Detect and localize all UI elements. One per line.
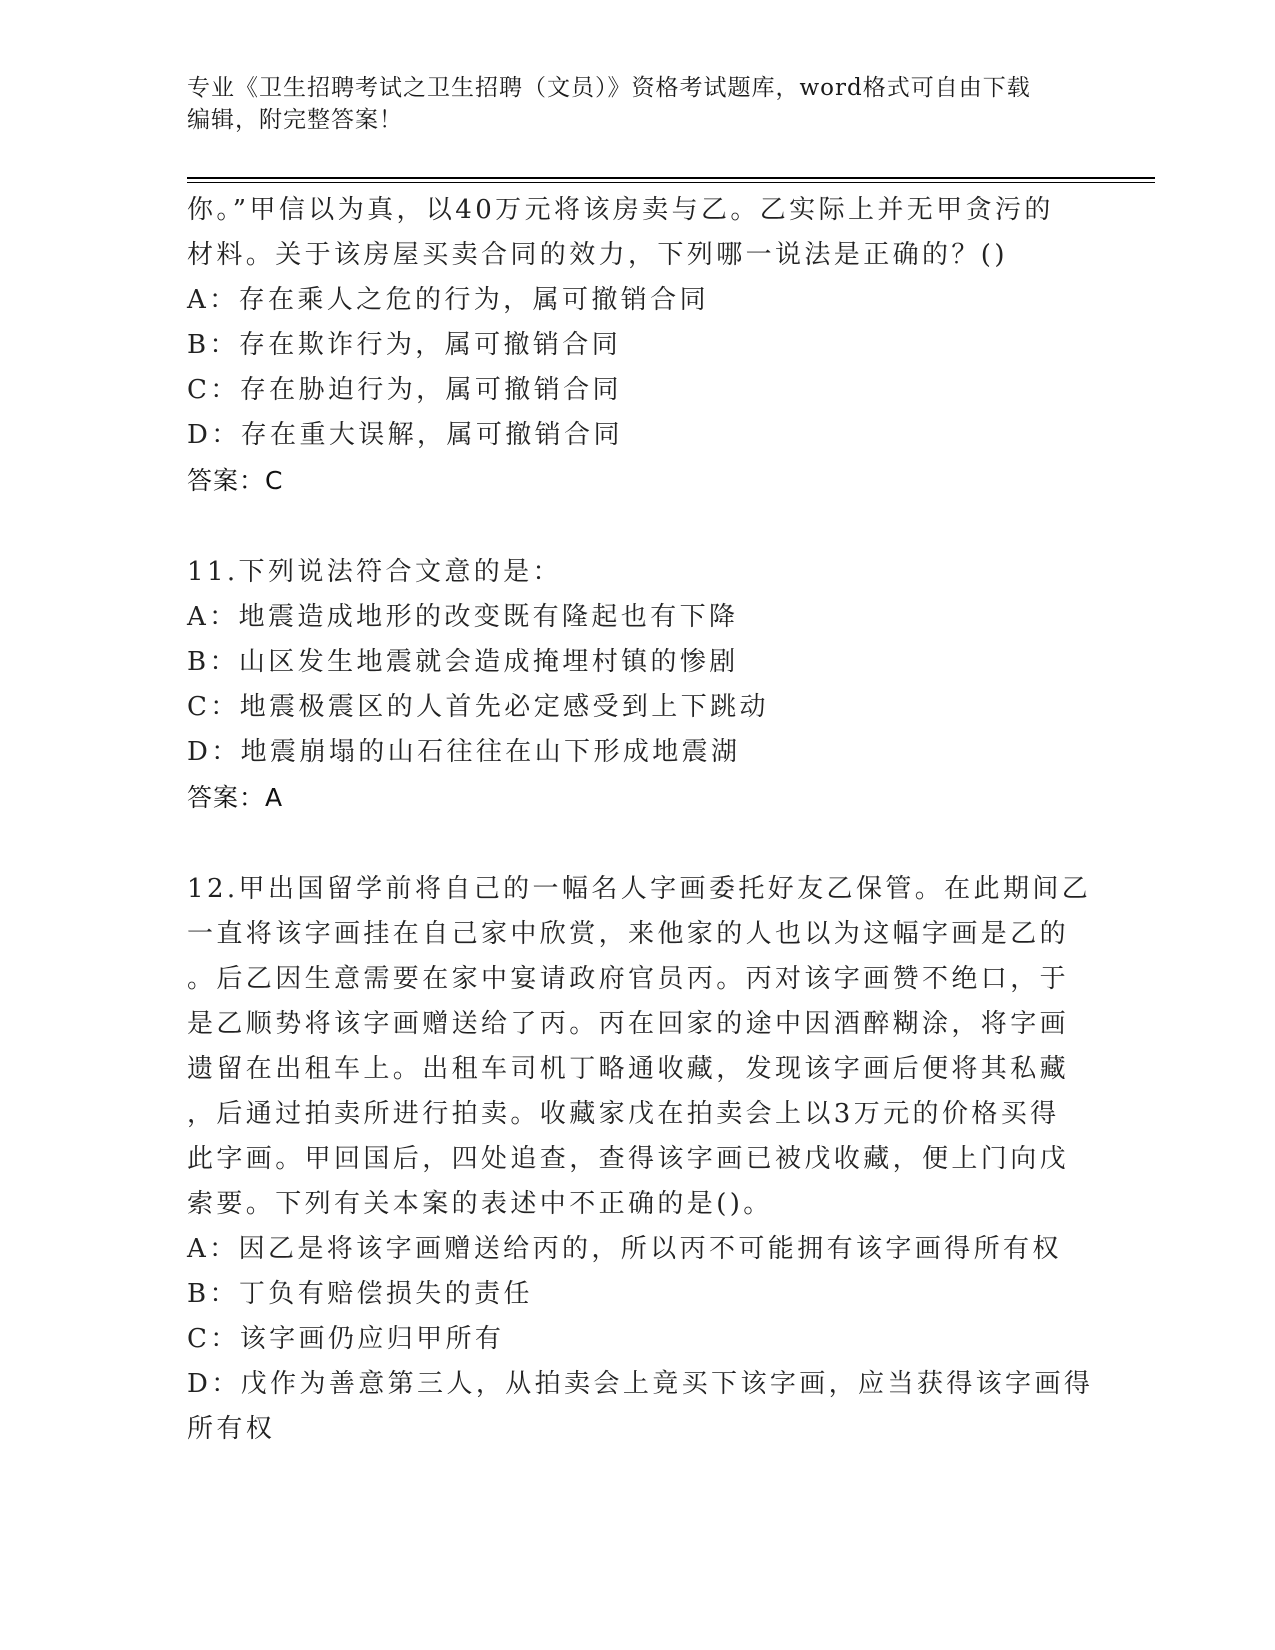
question-stem-line: ，后通过拍卖所进行拍卖。收藏家戊在拍卖会上以3万元的价格买得 (187, 1099, 1060, 1129)
option-c: C：该字画仍应归甲所有 (187, 1324, 505, 1354)
option-d: D：戊作为善意第三人，从拍卖会上竟买下该字画，应当获得该字画得 (187, 1369, 1094, 1399)
answer-line: 答案：A (187, 783, 284, 812)
option-d: D：地震崩塌的山石往往在山下形成地震湖 (187, 737, 741, 767)
question-stem-line: 索要。下列有关本案的表述中不正确的是()。 (187, 1189, 773, 1219)
option-b: B：存在欺诈行为，属可撤销合同 (187, 330, 622, 360)
document-header (187, 72, 1087, 136)
question-stem-line: 此字画。甲回国后，四处追查，查得该字画已被戊收藏，便上门向戊 (187, 1144, 1070, 1174)
question-stem-line: 材料。关于该房屋买卖合同的效力，下列哪一说法是正确的？() (187, 240, 1008, 270)
question-stem-line: 12.甲出国留学前将自己的一幅名人字画委托好友乙保管。在此期间乙 (187, 874, 1092, 904)
question-stem-line: 你。”甲信以为真，以40万元将该房卖与乙。乙实际上并无甲贪污的 (187, 195, 1054, 225)
question-list (187, 188, 1094, 1452)
option-b: B：丁负有赔偿损失的责任 (187, 1279, 533, 1309)
option-c: C：地震极震区的人首先必定感受到上下跳动 (187, 692, 769, 722)
question-12 (187, 867, 1094, 1452)
header-divider-thick (187, 177, 1155, 179)
option-d: D：存在重大误解，属可撤销合同 (187, 420, 623, 450)
header-line-1: 专业《卫生招聘考试之卫生招聘（文员）》资格考试题库，word格式可自由下载 (187, 75, 1031, 101)
option-b: B：山区发生地震就会造成掩埋村镇的惨剧 (187, 647, 739, 677)
option-a: A：因乙是将该字画赠送给丙的，所以丙不可能拥有该字画得所有权 (187, 1234, 1062, 1264)
question-stem-line: 。后乙因生意需要在家中宴请政府官员丙。丙对该字画赞不绝口，于 (187, 964, 1070, 994)
option-a: A：地震造成地形的改变既有隆起也有下降 (187, 602, 739, 632)
answer-line: 答案：C (187, 466, 284, 495)
question-spacer (187, 503, 1087, 550)
question-spacer (187, 820, 1087, 867)
question-stem-line: 是乙顺势将该字画赠送给了丙。丙在回家的途中因酒醉糊涂，将字画 (187, 1009, 1070, 1039)
question-stem-line: 遗留在出租车上。出租车司机丁略通收藏，发现该字画后便将其私藏 (187, 1054, 1070, 1084)
question-stem-line: 一直将该字画挂在自己家中欣赏，来他家的人也以为这幅字画是乙的 (187, 919, 1070, 949)
question-11 (187, 550, 1087, 820)
question-stem-line: 11.下列说法符合文意的是： (187, 557, 562, 587)
option-a: A：存在乘人之危的行为，属可撤销合同 (187, 285, 709, 315)
header-divider-thin (187, 182, 1155, 183)
header-line-2: 编辑，附完整答案！ (187, 107, 403, 133)
option-c: C：存在胁迫行为，属可撤销合同 (187, 375, 622, 405)
option-d-continued: 所有权 (187, 1414, 276, 1444)
question-10 (187, 188, 1087, 503)
